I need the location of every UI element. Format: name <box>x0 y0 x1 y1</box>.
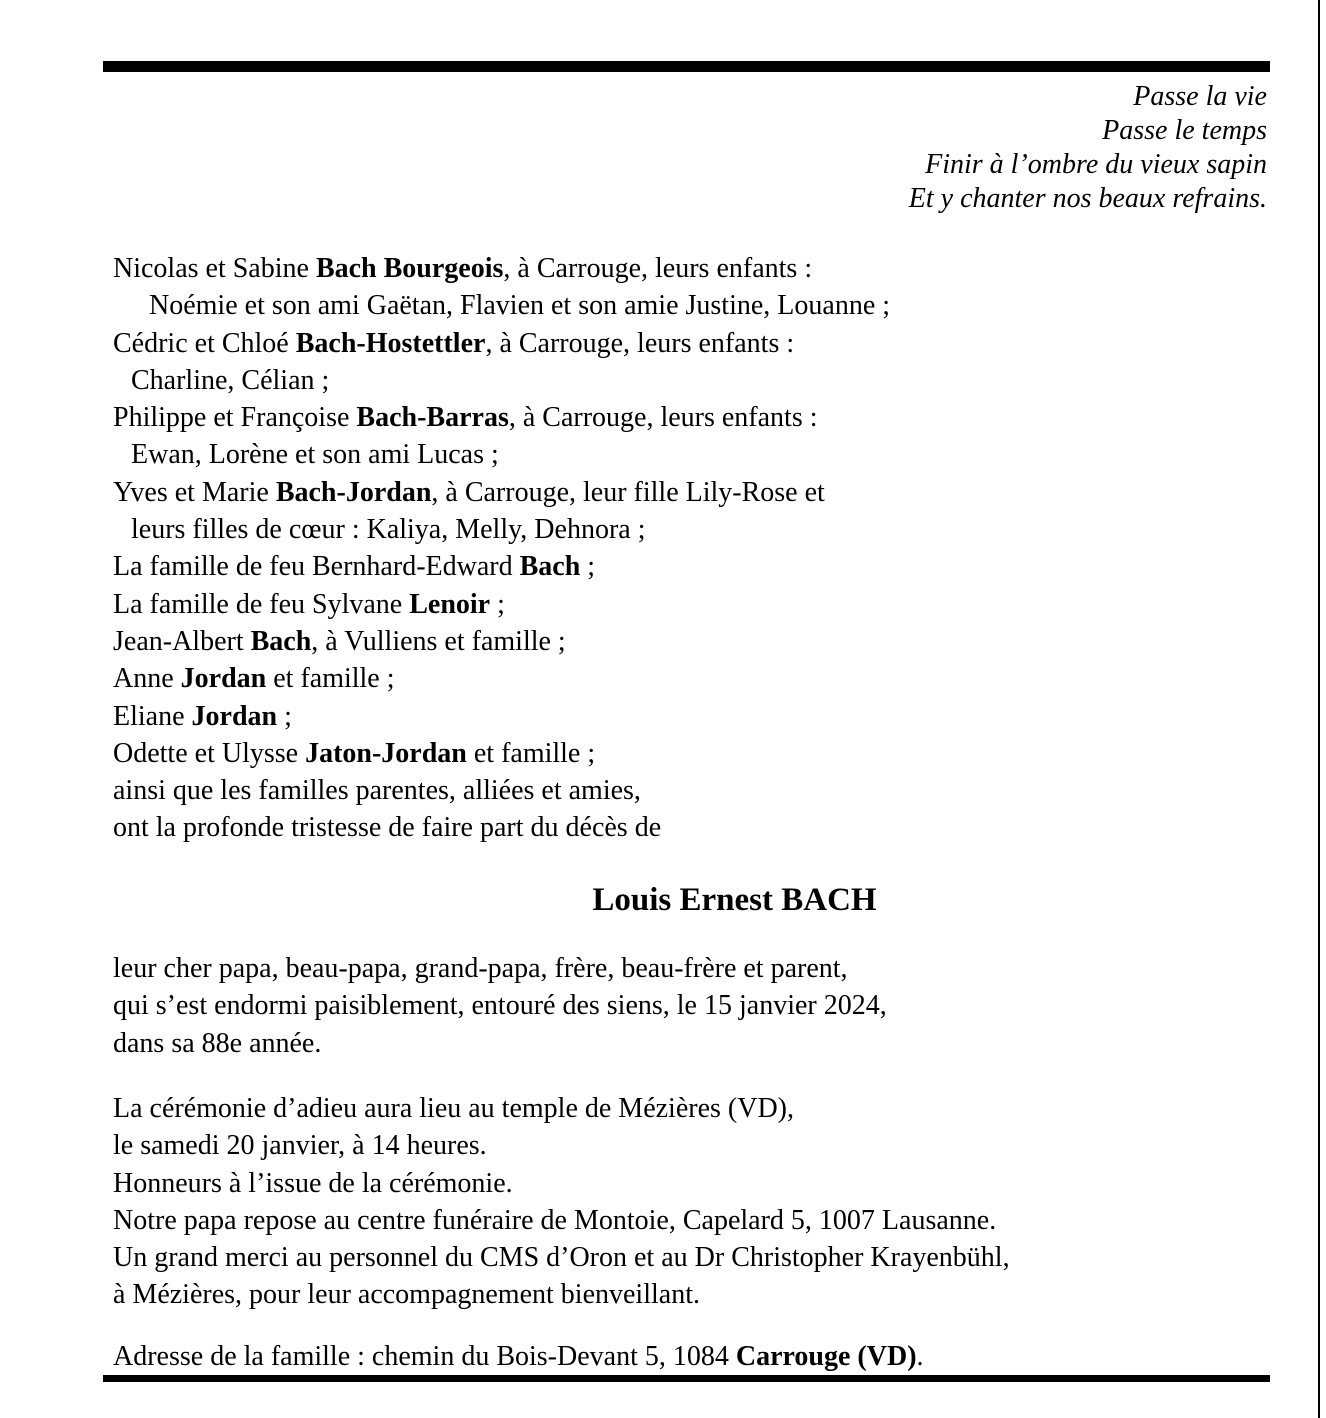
text-line <box>113 399 1270 436</box>
bottom-horizontal-rule <box>103 1375 1270 1382</box>
bold-text-segment: Carrouge (VD) <box>735 1341 917 1372</box>
text-segment: qui s’est endormi paisiblement, entouré des siens, le 15 janvier 2024, <box>113 990 887 1022</box>
tribute-paragraph <box>113 950 1270 1062</box>
text-segment: Un grand merci au personnel du CMS d’Oron et au Dr Christopher Krayenbühl, <box>113 1242 1010 1274</box>
bold-text-segment: Bach <box>519 551 581 583</box>
deceased-name-heading: Louis Ernest BACH <box>592 882 877 918</box>
text-segment: ; <box>490 588 505 620</box>
text-line <box>113 987 1270 1024</box>
text-line <box>113 325 1270 362</box>
text-segment: Noémie et son ami Gaëtan, Flavien et son amie Justine, Louanne ; <box>149 290 891 322</box>
text-line <box>113 474 1270 511</box>
text-segment: Adresse de la famille : chemin du Bois-Devant 5, 1084 <box>113 1341 736 1372</box>
text-segment: La famille de feu Sylvane <box>113 588 410 620</box>
text-segment: à Mézières, pour leur accompagnement bienveillant. <box>113 1279 700 1311</box>
text-segment: et famille ; <box>466 737 596 769</box>
text-line <box>113 772 1270 809</box>
text-segment: . <box>916 1341 924 1372</box>
text-segment: le samedi 20 janvier, à 14 heures. <box>113 1130 487 1162</box>
text-segment: , à Carrouge, leurs enfants : <box>508 402 818 434</box>
text-line <box>113 1338 1270 1375</box>
text-segment: , à Carrouge, leurs enfants : <box>485 327 795 359</box>
text-line <box>113 1276 1270 1313</box>
text-line <box>113 623 1270 660</box>
text-segment: , à Carrouge, leur fille Lily-Rose et <box>431 476 825 508</box>
bold-text-segment: Jordan <box>191 700 278 732</box>
bold-text-segment: Bach-Barras <box>356 402 509 434</box>
text-segment: La famille de feu Bernhard-Edward <box>113 551 520 583</box>
text-segment: , à Vulliens et famille ; <box>311 625 566 657</box>
text-line <box>113 1090 1270 1127</box>
text-line: Et y chanter nos beaux refrains. <box>908 183 1267 214</box>
text-segment: Ewan, Lorène et son ami Lucas ; <box>131 439 499 471</box>
text-segment: dans sa 88e année. <box>113 1027 322 1059</box>
text-segment: leur cher papa, beau-papa, grand-papa, frère, beau-frère et parent, <box>113 953 848 984</box>
text-line <box>113 1202 1270 1239</box>
text-line <box>113 735 1270 772</box>
text-segment: Yves et Marie <box>113 476 276 508</box>
text-line <box>113 950 1270 987</box>
text-line <box>113 362 1270 399</box>
text-segment: et famille ; <box>266 663 395 695</box>
text-line <box>113 548 1270 585</box>
text-segment: ont la profonde tristesse de faire part du décès de <box>113 812 662 844</box>
text-line <box>113 1165 1270 1202</box>
text-line <box>113 511 1270 548</box>
text-segment: Nicolas et Sabine <box>113 253 316 284</box>
text-segment: ; <box>580 551 596 583</box>
bold-text-segment: Lenoir <box>409 588 491 620</box>
page-right-edge-line <box>1318 0 1320 1418</box>
epigraph-poem <box>909 80 1267 216</box>
text-segment: La cérémonie d’adieu aura lieu au temple de Mézières (VD), <box>113 1093 794 1124</box>
text-line: Passe le temps <box>1102 115 1267 146</box>
family-list <box>113 250 1270 847</box>
text-segment: ; <box>277 700 292 732</box>
text-line <box>113 287 1270 324</box>
text-line <box>113 698 1270 735</box>
text-line <box>113 586 1270 623</box>
text-line: Finir à l’ombre du vieux sapin <box>925 149 1267 180</box>
text-segment: Charline, Célian ; <box>131 364 330 396</box>
text-line <box>113 809 1270 846</box>
text-line <box>113 1239 1270 1276</box>
ceremony-paragraph <box>113 1090 1270 1314</box>
text-segment: Notre papa repose au centre funéraire de Montoie, Capelard 5, 1007 Lausanne. <box>113 1204 997 1236</box>
family-address-line <box>113 1338 1270 1375</box>
bold-text-segment: Jaton-Jordan <box>305 737 467 769</box>
text-segment: leurs filles de cœur : Kaliya, Melly, Dehnora ; <box>131 514 646 546</box>
text-segment: Honneurs à l’issue de la cérémonie. <box>113 1167 513 1199</box>
text-segment: Philippe et Françoise <box>113 402 357 434</box>
text-line: Passe la vie <box>1133 81 1267 112</box>
text-segment: Cédric et Chloé <box>113 327 296 359</box>
bold-text-segment: Bach Bourgeois <box>315 253 504 284</box>
text-segment: Odette et Ulysse <box>113 737 306 769</box>
text-line <box>113 1127 1270 1164</box>
bold-text-segment: Bach-Jordan <box>275 476 432 508</box>
bold-text-segment: Bach-Hostettler <box>295 327 486 359</box>
top-horizontal-rule <box>103 61 1270 72</box>
bold-text-segment: Jordan <box>180 663 267 695</box>
text-line <box>113 250 1270 287</box>
text-segment: Anne <box>113 663 181 695</box>
text-line <box>113 1025 1270 1062</box>
bold-text-segment: Bach <box>250 625 312 657</box>
text-segment: Jean-Albert <box>113 625 251 657</box>
text-segment: Eliane <box>113 700 192 732</box>
text-segment: ainsi que les familles parentes, alliées et amies, <box>113 775 641 807</box>
text-segment: , à Carrouge, leurs enfants : <box>503 253 813 284</box>
text-line <box>113 660 1270 697</box>
text-line <box>113 436 1270 473</box>
